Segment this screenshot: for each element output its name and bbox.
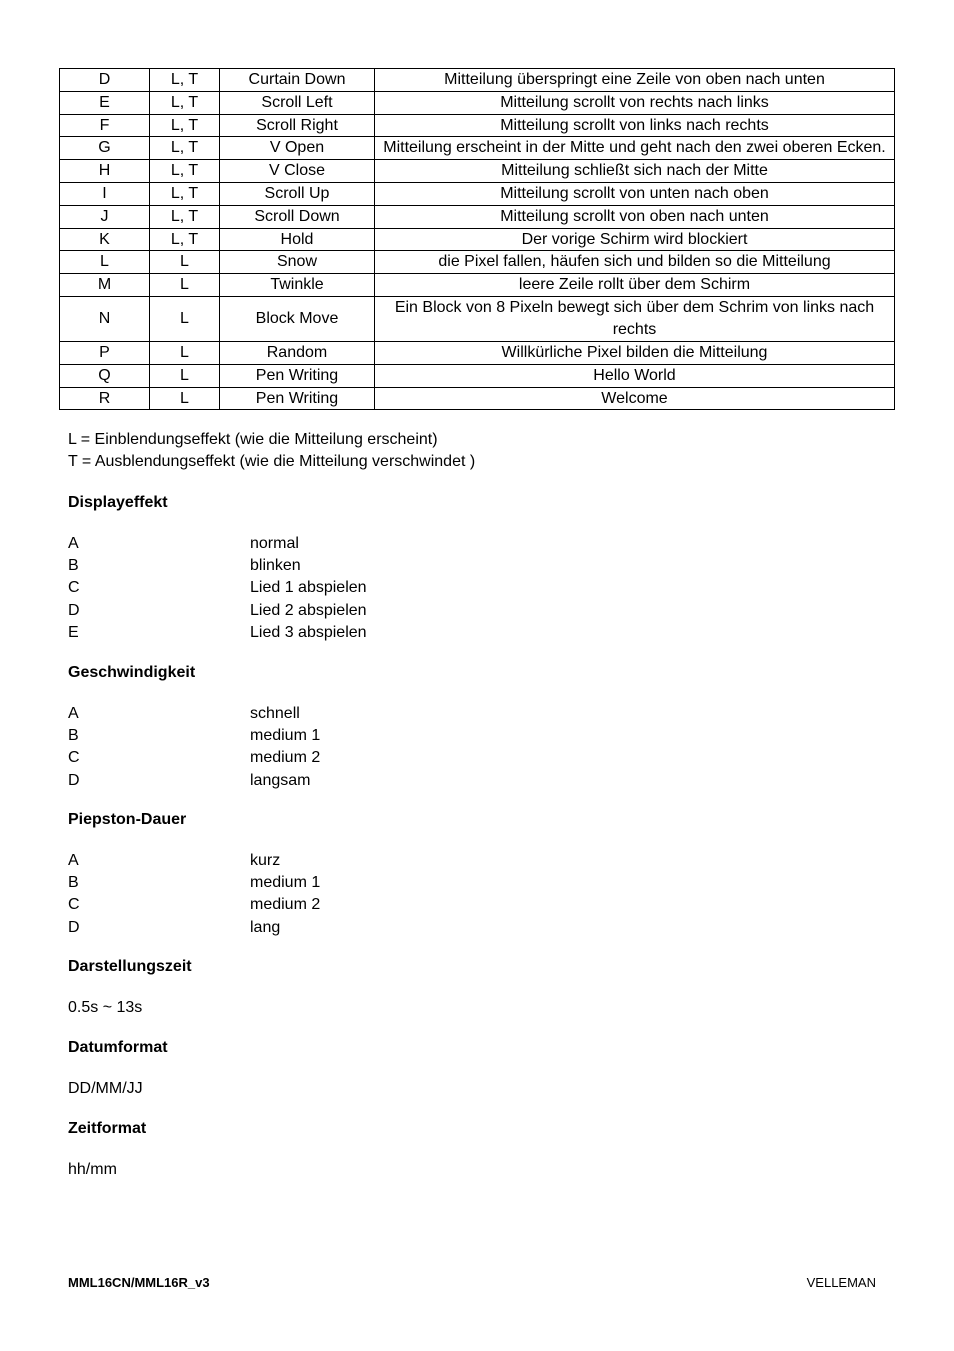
effect-name-cell: Scroll Down <box>220 205 375 228</box>
effect-description-cell: Mitteilung scrollt von oben nach unten <box>375 205 895 228</box>
table-row <box>60 387 895 410</box>
effect-code-cell: K <box>60 228 150 251</box>
effect-description-cell: Mitteilung schließt sich nach der Mitte <box>375 160 895 183</box>
legend-t: T = Ausblendungseffekt (wie die Mitteilung verschwindet ) <box>68 453 476 470</box>
effect-type-cell: L, T <box>150 114 220 137</box>
effect-code-cell: D <box>60 69 150 92</box>
time-format-value: hh/mm <box>68 1161 117 1178</box>
list-item: D langsam <box>68 771 311 789</box>
table-row <box>60 364 895 387</box>
effect-type-cell: L, T <box>150 137 220 160</box>
effect-type-cell: L <box>150 341 220 364</box>
effect-type-cell: L <box>150 387 220 410</box>
table-row <box>60 182 895 205</box>
effect-description-cell: leere Zeile rollt über dem Schirm <box>375 274 895 297</box>
speed-heading: Geschwindigkeit <box>68 664 196 681</box>
display-time-value: 0.5s ~ 13s <box>68 999 143 1016</box>
effect-type-cell: L, T <box>150 160 220 183</box>
effect-type-cell: L, T <box>150 69 220 92</box>
effect-type-cell: L <box>150 296 220 341</box>
date-format-value: DD/MM/JJ <box>68 1080 143 1097</box>
effect-code-cell: E <box>60 91 150 114</box>
effect-description-cell: Mitteilung erscheint in der Mitte und geht nach den zwei oberen Ecken. <box>375 137 895 160</box>
effect-code-cell: L <box>60 251 150 274</box>
table-row <box>60 69 895 92</box>
footer-model: MML16CN/MML16R_v3 <box>68 1275 210 1290</box>
effects-table <box>59 68 895 410</box>
table-row <box>60 137 895 160</box>
display-effect-heading: Displayeffekt <box>68 494 168 511</box>
list-item: D Lied 2 abspielen <box>68 601 367 619</box>
list-item: B medium 1 <box>68 874 321 892</box>
effect-code-cell: P <box>60 341 150 364</box>
effect-name-cell: Scroll Left <box>220 91 375 114</box>
effect-name-cell: Scroll Up <box>220 182 375 205</box>
list-item: D lang <box>68 918 281 936</box>
effect-name-cell: Twinkle <box>220 274 375 297</box>
effect-type-cell: L, T <box>150 205 220 228</box>
effect-code-cell: J <box>60 205 150 228</box>
effect-type-cell: L <box>150 251 220 274</box>
list-item: B medium 1 <box>68 727 321 745</box>
effect-code-cell: H <box>60 160 150 183</box>
list-item: E Lied 3 abspielen <box>68 623 367 641</box>
effect-description-cell: Hello World <box>375 364 895 387</box>
effect-name-cell: Scroll Right <box>220 114 375 137</box>
effect-name-cell: Pen Writing <box>220 387 375 410</box>
effect-description-cell: Der vorige Schirm wird blockiert <box>375 228 895 251</box>
effect-code-cell: G <box>60 137 150 160</box>
effect-code-cell: M <box>60 274 150 297</box>
effect-name-cell: Pen Writing <box>220 364 375 387</box>
effect-code-cell: N <box>60 296 150 341</box>
legend-l: L = Einblendungseffekt (wie die Mitteilung erscheint) <box>68 431 438 448</box>
time-format-heading: Zeitformat <box>68 1120 147 1137</box>
table-row <box>60 228 895 251</box>
table-row <box>60 341 895 364</box>
effect-type-cell: L, T <box>150 228 220 251</box>
effect-name-cell: Block Move <box>220 296 375 341</box>
list-item: A kurz <box>68 852 281 869</box>
effect-name-cell: V Open <box>220 137 375 160</box>
list-item: C medium 2 <box>68 749 321 767</box>
effect-description-cell: Mitteilung scrollt von links nach rechts <box>375 114 895 137</box>
effect-description-cell: Ein Block von 8 Pixeln bewegt sich über dem Schrim von links nach rechts <box>375 296 895 341</box>
effect-name-cell: V Close <box>220 160 375 183</box>
list-item: A schnell <box>68 705 300 722</box>
effect-name-cell: Hold <box>220 228 375 251</box>
list-item: C Lied 1 abspielen <box>68 579 367 597</box>
table-row <box>60 205 895 228</box>
display-time-heading: Darstellungszeit <box>68 958 192 975</box>
beep-list <box>68 850 320 939</box>
date-format-heading: Datumformat <box>68 1039 168 1056</box>
effect-name-cell: Random <box>220 341 375 364</box>
list-item: C medium 2 <box>68 896 321 914</box>
footer-brand: VELLEMAN <box>806 1275 876 1290</box>
effect-description-cell: Mitteilung scrollt von rechts nach links <box>375 91 895 114</box>
table-row <box>60 274 895 297</box>
speed-list <box>68 703 320 792</box>
table-row <box>60 114 895 137</box>
table-row <box>60 251 895 274</box>
display-effect-list <box>68 533 367 644</box>
effects-table-body <box>60 69 895 410</box>
effect-description-cell: Mitteilung scrollt von unten nach oben <box>375 182 895 205</box>
effect-description-cell: die Pixel fallen, häufen sich und bilden so die Mitteilung <box>375 251 895 274</box>
effect-description-cell: Mitteilung überspringt eine Zeile von oben nach unten <box>375 69 895 92</box>
effect-type-cell: L, T <box>150 182 220 205</box>
table-row <box>60 160 895 183</box>
table-row <box>60 91 895 114</box>
effect-type-cell: L, T <box>150 91 220 114</box>
effect-code-cell: I <box>60 182 150 205</box>
effect-name-cell: Curtain Down <box>220 69 375 92</box>
effect-description-cell: Willkürliche Pixel bilden die Mitteilung <box>375 341 895 364</box>
list-item: B blinken <box>68 557 301 575</box>
effect-code-cell: R <box>60 387 150 410</box>
beep-heading: Piepston-Dauer <box>68 811 187 828</box>
effect-name-cell: Snow <box>220 251 375 274</box>
table-row <box>60 296 895 341</box>
effect-code-cell: Q <box>60 364 150 387</box>
list-item: A normal <box>68 535 299 552</box>
effect-type-cell: L <box>150 364 220 387</box>
effect-type-cell: L <box>150 274 220 297</box>
effect-code-cell: F <box>60 114 150 137</box>
effect-description-cell: Welcome <box>375 387 895 410</box>
